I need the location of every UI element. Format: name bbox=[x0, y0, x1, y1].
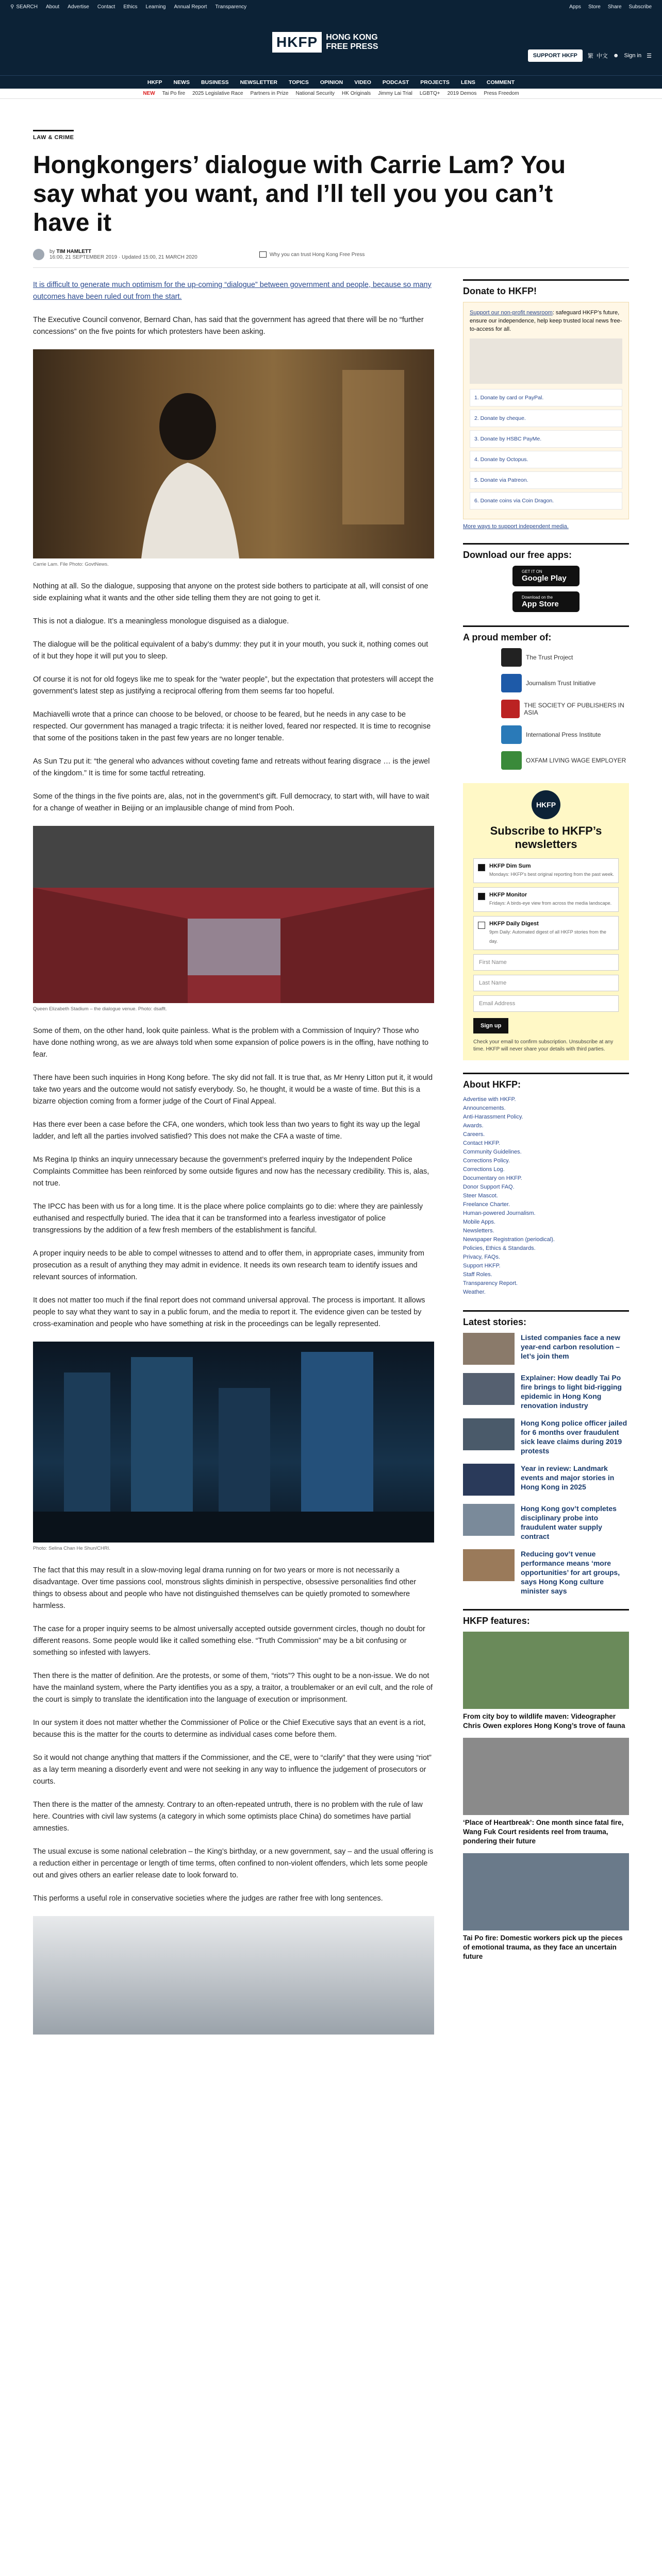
about-link[interactable]: Freelance Charter. bbox=[463, 1201, 510, 1208]
ipi-logo bbox=[501, 725, 522, 744]
figure-3 bbox=[33, 1342, 434, 1551]
article-title: Hongkongers’ dialogue with Carrie Lam? You say what you want, and I’ll tell you you can’t have it bbox=[33, 151, 566, 236]
about-link[interactable]: Announcements. bbox=[463, 1105, 506, 1111]
about-link[interactable]: Community Guidelines. bbox=[463, 1149, 522, 1155]
logo-mark: HKFP bbox=[272, 32, 322, 53]
donate-image bbox=[470, 338, 622, 384]
paragraph: Ms Regina Ip thinks an inquiry unnecessary because the government’s preferred inquiry by the Independent Police Complaints Committee has been reinforced by some outside figures and now has the necessary credibility. This is, alas, not true. bbox=[33, 1156, 429, 1188]
about-link[interactable]: Weather. bbox=[463, 1289, 486, 1295]
donate-option[interactable]: 3. Donate by HSBC PayMe. bbox=[470, 430, 622, 448]
about-link[interactable]: Policies, Ethics & Standards. bbox=[463, 1245, 536, 1251]
trend-item[interactable]: Tai Po fire bbox=[162, 91, 186, 96]
about-link[interactable]: Corrections Log. bbox=[463, 1166, 505, 1173]
byline bbox=[33, 249, 629, 260]
trend-item[interactable]: National Security bbox=[295, 91, 335, 96]
member-trust-project[interactable]: The Trust Project bbox=[501, 648, 629, 667]
more-ways-link[interactable]: More ways to support independent media. bbox=[463, 523, 569, 530]
paragraph: The fact that this may result in a slow-moving legal drama running on for two years or more is not necessarily a disadvantage. Over time passions cool, monstrous slights diminish in perspective, obsessive personalities find other things to obsess about and people who have not distinguished themselves can be quietly promoted to somewhere harmless. bbox=[33, 1566, 417, 1610]
member-sopa[interactable]: THE SOCIETY OF PUBLISHERS IN ASIA bbox=[501, 700, 629, 718]
newsletter-option[interactable]: HKFP Monitor Fridays: A birds-eye view from across the media landscape. bbox=[473, 887, 619, 912]
trend-item[interactable]: LGBTQ+ bbox=[419, 91, 440, 96]
about-links bbox=[463, 1095, 629, 1297]
checkbox[interactable] bbox=[478, 864, 485, 871]
story-thumbnail bbox=[463, 1504, 515, 1536]
photo-carrie-lam bbox=[33, 349, 434, 558]
logo-line1: HONG KONG bbox=[326, 33, 378, 42]
paragraph: It does not matter too much if the final report does not command universal approval. The process is important. It allows people to say what they want to say in a public forum, and the media to report it. The evidence given can be tested by cross-examination and people who have something at risk in the proceedings can be legally represented. bbox=[33, 1296, 425, 1328]
story-item[interactable]: Explainer: How deadly Tai Po fire brings to light bid-rigging epidemic in Hong Kong renovation industry bbox=[463, 1373, 629, 1410]
about-link[interactable]: Awards. bbox=[463, 1123, 484, 1129]
sopa-logo bbox=[501, 700, 520, 718]
author-link[interactable]: TIM HAMLETT bbox=[56, 249, 92, 255]
photo-night-city bbox=[33, 1342, 434, 1543]
about-link[interactable]: Corrections Policy. bbox=[463, 1158, 510, 1164]
paragraph: Nothing at all. So the dialogue, supposing that anyone on the protest side bothers to participate at all, will consist of one side explaining what it wants and the other side telling them they are not going to get it. bbox=[33, 582, 428, 602]
donate-option[interactable]: 1. Donate by card or PayPal. bbox=[470, 389, 622, 406]
checkbox[interactable] bbox=[478, 893, 485, 900]
donate-option[interactable]: 2. Donate by cheque. bbox=[470, 410, 622, 427]
story-item[interactable]: Reducing gov’t venue performance means ‘more opportunities’ for art groups, says Hong Kong culture minister says bbox=[463, 1549, 629, 1596]
paragraph[interactable]: It is difficult to generate much optimism for the up-coming “dialogue” between government and people, because so many outcomes have been ruled out from the start. bbox=[33, 281, 432, 301]
logo-line2: FREE PRESS bbox=[326, 42, 378, 51]
nav-lens[interactable]: LENS bbox=[460, 79, 475, 86]
feature-item[interactable]: From city boy to wildlife maven: Videographer Chris Owen explores Hong Kong’s trove of fauna bbox=[463, 1632, 629, 1731]
figure-1 bbox=[33, 349, 434, 567]
about-link[interactable]: Transparency Report. bbox=[463, 1280, 518, 1286]
newsletter-option[interactable]: HKFP Dim Sum Mondays: HKFP’s best original reporting from the past week. bbox=[473, 858, 619, 883]
category-label[interactable]: LAW & CRIME bbox=[33, 130, 74, 141]
signup-button[interactable]: Sign up bbox=[473, 1018, 508, 1033]
member-ipi[interactable]: International Press Institute bbox=[501, 725, 629, 744]
trending-bar bbox=[0, 89, 662, 99]
story-thumbnail bbox=[463, 1464, 515, 1496]
about-link[interactable]: Donor Support FAQ. bbox=[463, 1184, 515, 1190]
about-link[interactable]: Newspaper Registration (periodical). bbox=[463, 1236, 555, 1243]
photo-illustration bbox=[33, 826, 434, 1003]
signin-link[interactable]: Sign in bbox=[624, 53, 642, 59]
story-item[interactable]: Listed companies face a new year-end carbon resolution – let’s join them bbox=[463, 1333, 629, 1365]
paragraph: In our system it does not matter whether the Commissioner of Police or the Chief Executive says that an event is a riot, because this is the matter for the courts to determine as individual cases come before them. bbox=[33, 1719, 426, 1739]
newsletter-widget bbox=[463, 783, 629, 1060]
trend-item[interactable]: Press Freedom bbox=[484, 91, 519, 96]
menu-icon[interactable]: ☰ bbox=[647, 53, 652, 59]
newsletter-title: Subscribe to HKFP’s newsletters bbox=[490, 824, 602, 851]
nav-hkfp[interactable]: HKFP bbox=[147, 79, 162, 86]
lang-trad[interactable]: 繁 bbox=[587, 53, 593, 59]
top-bar bbox=[0, 0, 662, 13]
features-widget bbox=[463, 1609, 629, 1961]
about-link[interactable]: Advertise with HKFP. bbox=[463, 1096, 516, 1103]
story-thumbnail bbox=[463, 1549, 515, 1581]
nav-newsletter[interactable]: NEWSLETTER bbox=[240, 79, 277, 86]
first-name-input[interactable]: First Name bbox=[473, 954, 619, 971]
site-logo[interactable] bbox=[272, 32, 378, 53]
nav-business[interactable]: BUSINESS bbox=[201, 79, 229, 86]
trust-icon bbox=[259, 251, 267, 258]
paragraph: Machiavelli wrote that a prince can choose to be beloved, or choose to be feared, but he needs in any case to be respected. Our government has managed a tragic trifecta: it is neither loved, feared nor respected. It is time to recognise that some of the positions taken in the past few years are no longer tenable. bbox=[33, 710, 431, 742]
paragraph: Of course it is not for old fogeys like me to speak for the “water people”, but the expectation that protesters will accept the government’s latest step as justifying a reciprocal offering from them seems far too hopeful. bbox=[33, 675, 434, 696]
feature-image bbox=[463, 1853, 629, 1930]
site-header bbox=[0, 13, 662, 75]
article-body bbox=[33, 279, 434, 2048]
newsletter-badge: HKFP bbox=[532, 790, 560, 819]
donate-option[interactable]: 4. Donate by Octopus. bbox=[470, 451, 622, 468]
sidebar bbox=[463, 279, 629, 2048]
photo-stadium bbox=[33, 826, 434, 1003]
paragraph: The Executive Council convenor, Bernard Chan, has said that the government has agreed that there will be no “further concessions” on the five points for which protesters have been asking. bbox=[33, 316, 424, 336]
newsletter-note: Check your email to confirm subscription. Unsubscribe at any time. HKFP will never share your details with third parties. bbox=[473, 1039, 614, 1052]
user-icon: ☻ bbox=[613, 53, 619, 59]
nav-news[interactable]: NEWS bbox=[173, 79, 190, 86]
jti-logo bbox=[501, 674, 522, 692]
donate-option[interactable]: 5. Donate via Patreon. bbox=[470, 471, 622, 489]
article-header bbox=[0, 99, 662, 260]
paragraph: Some of them, on the other hand, look quite painless. What is the problem with a Commission of Inquiry? Those who have done nothing wrong, as we are always told when some expansion of police powers is in the offing, have nothing to fear. bbox=[33, 1027, 429, 1059]
about-link[interactable]: Careers. bbox=[463, 1131, 485, 1138]
email-input[interactable]: Email Address bbox=[473, 995, 619, 1012]
story-item[interactable]: Hong Kong police officer jailed for 6 months over fraudulent sick leave claims during 2019 protests bbox=[463, 1418, 629, 1455]
paragraph: The usual excuse is some national celebration – the King’s birthday, or a new government, say – and the usual offering is a reduction either in percentage or length of time terms, often confined to non-violent offenders, which lets some people out and gives others an earlier release date to look forward to. bbox=[33, 1848, 434, 1879]
member-jti[interactable]: Journalism Trust Initiative bbox=[501, 674, 629, 692]
menu-store[interactable]: Store bbox=[588, 4, 601, 10]
figure-2 bbox=[33, 826, 434, 1012]
feature-item[interactable]: ‘Place of Heartbreak’: One month since fatal fire, Wang Fuk Court residents reel from trauma, pondering their future bbox=[463, 1738, 629, 1846]
search-button[interactable]: ⚲ SEARCH bbox=[10, 4, 38, 10]
menu-apps[interactable]: Apps bbox=[569, 4, 581, 10]
about-link[interactable]: Anti-Harassment Policy. bbox=[463, 1114, 523, 1120]
trend-item[interactable]: Partners in Prize bbox=[250, 91, 289, 96]
trend-item[interactable]: 2025 Legislative Race bbox=[192, 91, 243, 96]
main-nav bbox=[0, 75, 662, 89]
menu-share[interactable]: Share bbox=[607, 4, 622, 10]
feature-image bbox=[463, 1738, 629, 1815]
about-link[interactable]: Human-powered Journalism. bbox=[463, 1210, 536, 1216]
apps-widget bbox=[463, 543, 629, 612]
trust-link[interactable]: Why you can trust Hong Kong Free Press bbox=[259, 251, 365, 258]
about-link[interactable]: Steer Mascot. bbox=[463, 1193, 498, 1199]
menu-ethics[interactable]: Ethics bbox=[123, 4, 138, 10]
story-thumbnail bbox=[463, 1373, 515, 1405]
trend-item[interactable]: Jimmy Lai Trial bbox=[378, 91, 412, 96]
story-thumbnail bbox=[463, 1418, 515, 1450]
trend-item[interactable]: 2019 Demos bbox=[447, 91, 477, 96]
lang-zh[interactable]: 中文 bbox=[596, 53, 608, 59]
author-prefix: by bbox=[49, 249, 55, 255]
donate-text: : safeguard HKFP’s future, ensure our independence, help keep trusted local news free-to-access for all. bbox=[470, 310, 622, 332]
members-title: A proud member of: bbox=[463, 632, 552, 642]
app-store-button[interactable]: Download on the App Store bbox=[512, 591, 580, 612]
nav-opinion[interactable]: OPINION bbox=[320, 79, 343, 86]
menu-learning[interactable]: Learning bbox=[145, 4, 166, 10]
paragraph: This performs a useful role in conservative societies where the judges are rather free with long sentences. bbox=[33, 1894, 383, 1903]
nav-comment[interactable]: COMMENT bbox=[486, 79, 515, 86]
about-link[interactable]: Privacy, FAQs. bbox=[463, 1254, 500, 1260]
nav-projects[interactable]: PROJECTS bbox=[420, 79, 450, 86]
paragraph: This is not a dialogue. It’s a meaningless monologue disguised as a dialogue. bbox=[33, 617, 289, 625]
nav-topics[interactable]: TOPICS bbox=[288, 79, 309, 86]
donate-support-link[interactable]: Support our non-profit newsroom bbox=[470, 310, 553, 316]
about-link[interactable]: Contact HKFP. bbox=[463, 1140, 500, 1146]
features-title: HKFP features: bbox=[463, 1616, 530, 1626]
paragraph: The case for a proper inquiry seems to be almost universally accepted outside government circles, though no doubt for different reasons. Some people would like it called something else. “Truth Commission” may be a bit confusing or something so infested with lawyers. bbox=[33, 1625, 425, 1657]
paragraph: A proper inquiry needs to be able to compel witnesses to attend and to offer them, in appropriate cases, immunity from prosecution as a result of anything they may admit in evidence. It needs its own research team to identify issues and relevant sources of information. bbox=[33, 1249, 424, 1281]
paragraph: There have been such inquiries in Hong Kong before. The sky did not fall. It is true that, as Mr Henry Litton put it, it would take two years and the outcome would not satisfy everybody. So, he thought, it would be a waste of time. But this is a bizarre objection coming from a former judge of the Court of Final Appeal. bbox=[33, 1074, 433, 1106]
paragraph: So it would not change anything that matters if the Commissioner, and the CE, were to “clarify” that they were using “riot” as a lay term meaning a disorderly event and were not seeking in any way to influence the judgement of prosecutors or courts. bbox=[33, 1754, 432, 1786]
latest-stories bbox=[463, 1310, 629, 1596]
trust-project-logo bbox=[501, 648, 522, 667]
new-label: NEW bbox=[143, 91, 155, 96]
about-link[interactable]: Mobile Apps. bbox=[463, 1219, 495, 1225]
photo-building bbox=[33, 1916, 434, 2035]
menu-about[interactable]: About bbox=[46, 4, 60, 10]
menu-transparency[interactable]: Transparency bbox=[215, 4, 247, 10]
about-title: About HKFP: bbox=[463, 1079, 521, 1090]
caption-3: Photo: Selina Chan He Shun/CHRI. bbox=[33, 1546, 110, 1551]
donate-widget bbox=[463, 279, 629, 530]
photo-illustration bbox=[33, 1342, 434, 1543]
support-button[interactable]: SUPPORT HKFP bbox=[528, 49, 583, 62]
last-name-input[interactable]: Last Name bbox=[473, 975, 619, 991]
paragraph: The dialogue will be the political equivalent of a baby’s dummy: they put it in your mouth, you suck it, nothing comes out of it but they hope it will put you to sleep. bbox=[33, 640, 428, 660]
menu-contact[interactable]: Contact bbox=[97, 4, 115, 10]
paragraph: Some of the things in the five points are, alas, not in the government’s gift. Full democracy, to start with, will have to wait for a change of weather in Beijing or an implausible change of mind from Pooh. bbox=[33, 792, 429, 812]
feature-image bbox=[463, 1632, 629, 1709]
caption-1: Carrie Lam. File Photo: GovtNews. bbox=[33, 562, 109, 567]
latest-title: Latest stories: bbox=[463, 1317, 527, 1327]
apps-title: Download our free apps: bbox=[463, 550, 572, 560]
menu-subscribe[interactable]: Subscribe bbox=[628, 4, 652, 10]
donate-option[interactable]: 6. Donate coins via Coin Dragon. bbox=[470, 492, 622, 510]
story-item[interactable]: Hong Kong gov’t completes disciplinary probe into fraudulent water supply contract bbox=[463, 1504, 629, 1541]
photo-illustration bbox=[33, 349, 434, 558]
menu-annual-report[interactable]: Annual Report bbox=[174, 4, 207, 10]
paragraph: Then there is the matter of the amnesty. Contrary to an often-repeated untruth, there is no problem with the rule of law here. Countries with civil law systems (a category in which some optimists place China) do sometimes have partial amnesties. bbox=[33, 1801, 423, 1833]
nav-video[interactable]: VIDEO bbox=[354, 79, 371, 86]
search-icon: ⚲ bbox=[10, 4, 14, 10]
about-widget bbox=[463, 1073, 629, 1297]
about-link[interactable]: Support HKFP. bbox=[463, 1263, 501, 1269]
publish-dates: 16:00, 21 SEPTEMBER 2019 · Updated 15:00, 21 MARCH 2020 bbox=[49, 255, 197, 260]
members-widget bbox=[463, 625, 629, 770]
google-play-button[interactable]: GET IT ON Google Play bbox=[512, 566, 580, 586]
newsletter-option[interactable]: HKFP Daily Digest 9pm Daily: Automated digest of all HKFP stories from the day. bbox=[473, 916, 619, 950]
about-link[interactable]: Documentary on HKFP. bbox=[463, 1175, 522, 1181]
caption-2: Queen Elizabeth Stadium – the dialogue venue. Photo: dsafft. bbox=[33, 1006, 167, 1012]
menu-advertise[interactable]: Advertise bbox=[68, 4, 89, 10]
about-link[interactable]: Newsletters. bbox=[463, 1228, 494, 1234]
about-link[interactable]: Staff Roles. bbox=[463, 1272, 492, 1278]
paragraph: Has there ever been a case before the CFA, one wonders, which took less than two years to fight its way up the legal ladder, and left all the parties involved satisfied? This does not make the CFA a waste of time. bbox=[33, 1121, 420, 1141]
paragraph: As Sun Tzu put it: “the general who advances without coveting fame and retreats without fearing disgrace … is the jewel of the kingdom.” It is time for some tactful retreating. bbox=[33, 757, 430, 777]
paragraph: The IPCC has been with us for a long time. It is the place where police complaints go to die: where they are painlessly euthanised and respectfully buried. The idea that it can be transformed into a fearless investigator of police transgressions by the addition of a few fresh members of the establishment is fanciful. bbox=[33, 1202, 423, 1234]
story-item[interactable]: Year in review: Landmark events and major stories in Hong Kong in 2025 bbox=[463, 1464, 629, 1496]
figure-4 bbox=[33, 1916, 434, 2035]
trend-item[interactable]: HK Originals bbox=[342, 91, 371, 96]
feature-item[interactable]: Tai Po fire: Domestic workers pick up the pieces of emotional trauma, as they face an uncertain future bbox=[463, 1853, 629, 1961]
member-oxfam[interactable]: OXFAM LIVING WAGE EMPLOYER bbox=[501, 751, 629, 770]
oxfam-logo bbox=[501, 751, 522, 770]
checkbox[interactable] bbox=[478, 922, 485, 929]
paragraph: Then there is the matter of definition. Are the protests, or some of them, “riots”? This ought to be a non-issue. We do not have the mainland system, where the Party identifies you as a spy, a traitor, a troublemaker or an evil cult, and the role of the court is simply to translate the identification into the language of execution or imprisonment. bbox=[33, 1672, 433, 1704]
story-thumbnail bbox=[463, 1333, 515, 1365]
nav-podcast[interactable]: PODCAST bbox=[382, 79, 409, 86]
donate-title: Donate to HKFP! bbox=[463, 286, 537, 296]
avatar bbox=[33, 249, 44, 260]
